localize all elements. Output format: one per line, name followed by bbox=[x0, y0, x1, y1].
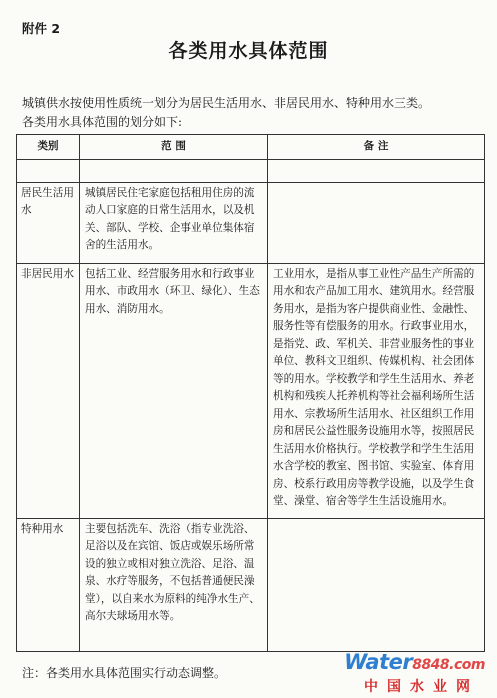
watermark-domain-suffix: .com bbox=[449, 657, 485, 673]
table-header-row bbox=[17, 135, 485, 160]
watermark-logo bbox=[344, 650, 487, 695]
category-cell: 特种用水 bbox=[17, 518, 80, 651]
watermark-brand bbox=[344, 650, 485, 674]
watermark-brand-text: Water bbox=[344, 650, 413, 674]
watermark-number: 8848 bbox=[412, 657, 450, 673]
water-usage-table bbox=[16, 134, 485, 652]
intro-line-2: 各类用水具体范围的划分如下: bbox=[22, 115, 183, 129]
scope-cell: 包括工业、经营服务用水和行政事业用水、市政用水（环卫、绿化）、生态用水、消防用水。 bbox=[80, 263, 268, 518]
remarks-cell: 工业用水，是指从事工业性产品生产所需的用水和农产品加工用水、建筑用水。经营服务用水，是指为客户提供商业性、金融性、服务性等有偿服务的用水。行政事业用水，是指党、政、军机关、非营业服务性的事业单位、教科文卫组织、传媒机构、社会团体等的用水。学校教学和学生生活用水、养老机构和残疾人托养机构等社会福利场所生活用水、宗教场所生活用水、社区组织工作用房和居民公益性服务设施用水等，按照居民生活用水价格执行。学校教学和学生生活用水含学校的教室、图书馆、实验室、体育用房、校系行政用房等教学设施，以及学生食堂、澡堂、宿舍等学生生活设施用水。 bbox=[268, 263, 485, 518]
remarks-cell bbox=[268, 518, 485, 651]
blank-cell bbox=[17, 159, 80, 182]
intro-line-1: 城镇供水按使用性质统一划分为居民生活用水、非居民用水、特种用水三类。 bbox=[22, 96, 431, 110]
document-title: 各类用水具体范围 bbox=[168, 40, 329, 62]
remarks-cell bbox=[268, 182, 485, 263]
blank-cell bbox=[80, 159, 268, 182]
blank-cell bbox=[268, 159, 485, 182]
header-scope: 范 围 bbox=[80, 135, 268, 160]
scope-cell: 主要包括洗车、洗浴（指专业洗浴、足浴以及在宾馆、饭店或娱乐场所常设的独立或相对独立洗浴、足浴、温泉、水疗等服务，不包括普通便民澡堂），以自来水为原料的纯净水生产、高尔夫球场用水等。 bbox=[80, 518, 268, 651]
header-remarks: 备 注 bbox=[268, 135, 485, 160]
attachment-label: 附件 2 bbox=[22, 21, 61, 36]
table-row-special bbox=[17, 518, 485, 651]
footnote: 注：各类用水具体范围实行动态调整。 bbox=[22, 666, 227, 680]
table-row-non-residential bbox=[17, 263, 485, 518]
table-blank-row bbox=[17, 159, 485, 182]
intro-paragraph bbox=[22, 94, 482, 132]
table-row-residential bbox=[17, 182, 485, 263]
category-cell: 居民生活用水 bbox=[17, 182, 80, 263]
watermark-chinese: 中国水业网 bbox=[364, 679, 479, 695]
category-cell: 非居民用水 bbox=[17, 263, 80, 518]
scope-cell: 城镇居民住宅家庭包括租用住房的流动人口家庭的日常生活用水，以及机关、部队、学校、企事业单位集体宿舍的生活用水。 bbox=[80, 182, 268, 263]
header-category: 类别 bbox=[17, 135, 80, 160]
